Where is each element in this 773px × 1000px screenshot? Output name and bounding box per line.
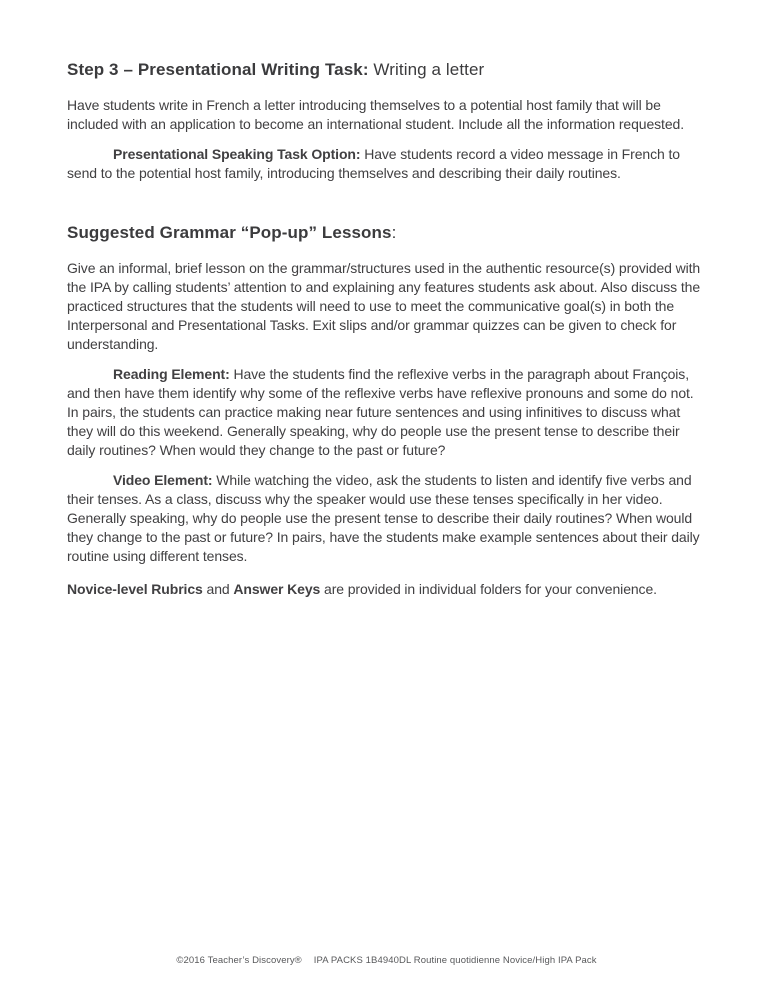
rubrics-mid-text: and [202, 581, 234, 597]
rubrics-bold-1: Novice-level Rubrics [67, 581, 203, 597]
document-content [67, 60, 708, 610]
step3-heading-bold: Step 3 – Presentational Writing Task: [67, 60, 369, 79]
step3-intro-paragraph: Have students write in French a letter introducing themselves to a potential host family that will be included with an application to become an international student. Include all the information requested. [67, 97, 684, 132]
grammar-heading-bold: Suggested Grammar “Pop-up” Lessons [67, 223, 392, 242]
rubrics-paragraph [67, 580, 708, 599]
speaking-option-label: Presentational Speaking Task Option: [113, 146, 361, 162]
video-element-text: While watching the video, ask the students to listen and identify five verbs and their tenses. As a class, discuss why the speaker would use these tenses specifically in her video. Generally speaking, why do people use the present tense to describe their daily routines? When would they change to the past or future? In pairs, have the students make example sentences about their daily routine using different tenses. [67, 472, 700, 564]
footer-product-info: IPA PACKS 1B4940DL Routine quotidienne Novice/High IPA Pack [313, 955, 597, 966]
reading-element-label: Reading Element: [113, 366, 230, 382]
video-element-label: Video Element: [113, 472, 213, 488]
footer-copyright: ©2016 Teacher’s Discovery® [176, 955, 302, 966]
page-footer [0, 955, 773, 966]
grammar-heading-normal: : [391, 223, 397, 242]
grammar-intro-paragraph: Give an informal, brief lesson on the grammar/structures used in the authentic resource(s) provided with the IPA by calling students’ attention to and explaining any features students ask about. Also discuss the practiced structures that the students will need to use to meet the communicative goal(s) in both the Interpersonal and Presentational Tasks. Exit slips and/or grammar quizzes can be given to check for understanding. [67, 260, 701, 352]
step3-heading [67, 60, 708, 80]
reading-element-text: Have the students find the reflexive verbs in the paragraph about François, and then have them identify why some of the reflexive verbs have reflexive pronouns and some do not. In pairs, the students can practice making near future sentences and using infinitives to discuss what they will do this weekend. Generally speaking, why do people use the present tense to describe their daily routines? When would they change to the past or future? [67, 366, 694, 458]
speaking-option-paragraph [67, 145, 708, 183]
video-element-paragraph [67, 471, 708, 566]
reading-element-paragraph [67, 365, 708, 460]
grammar-heading [67, 223, 708, 243]
rubrics-end-text: are provided in individual folders for your convenience. [320, 581, 657, 597]
rubrics-bold-2: Answer Keys [233, 581, 321, 597]
speaking-option-text: Have students record a video message in French to send to the potential host family, introducing themselves and describing their daily routines. [67, 146, 680, 181]
step3-heading-normal: Writing a letter [368, 60, 485, 79]
